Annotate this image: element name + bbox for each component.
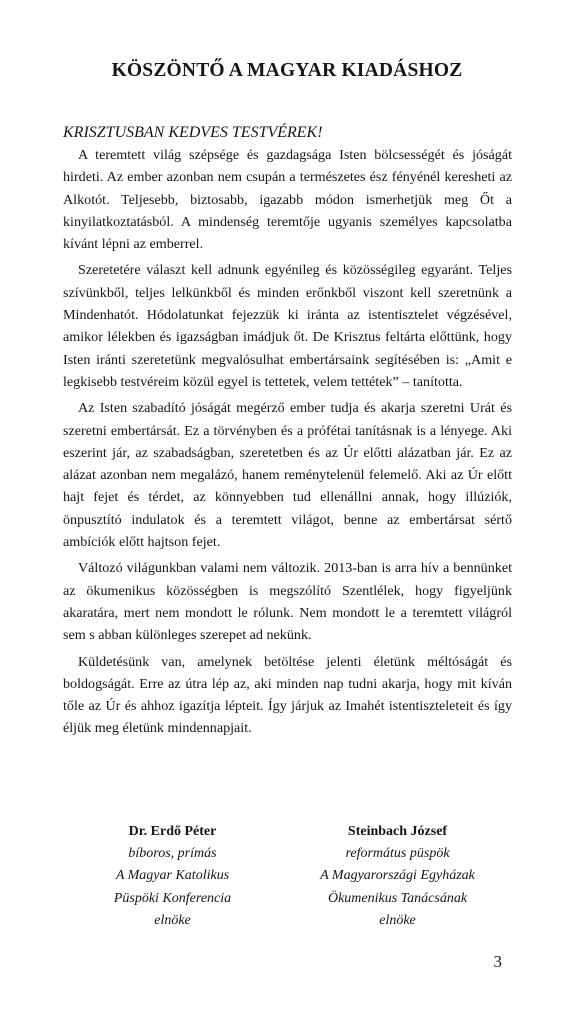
paragraph-3: Az Isten szabadító jóságát megérző ember tudja és akarja szeretni Urát és szeretni embertársát. Ez a törvényben és a prófétai tanításnak is a lényege. Aki eszerint jár, az szabadságban, szeretetben és az Úr előtti alázatban jár. Ez az alázat azonban nem megalázó, hanem reménytelenül felemelő. Aki az Úr előtt hajt fejet és térdet, az könnyebben tud ellenállni annak, hogy illúziók, önpusztító indulatok és a teremtett világot, benne az embertársat sértő ambíciók előtt hajtson fejet. [63, 400, 512, 551]
signature-right [285, 821, 510, 932]
signature-block [60, 821, 510, 932]
signer-organization: Ökumenikus Tanácsának [327, 890, 468, 906]
signer-name: Dr. Erdő Péter [128, 824, 217, 839]
signer-role: elnöke [379, 912, 416, 928]
paragraph-5: Küldetésünk van, amelynek betöltése jelenti életünk méltóságát és boldogságát. Erre az útra lép az, aki minden nap tudni akarja, hogy mit kíván tőle az Úr és ahhoz igazítja lépteit. Így járjuk az Imahét istentiszteleteit és így éljük meg életünk mindennapjait. [63, 653, 512, 737]
page-number: 3 [493, 952, 502, 971]
page-title: KÖSZÖNTŐ A MAGYAR KIADÁSHOZ [111, 60, 463, 81]
signature-left [60, 821, 285, 932]
paragraph-1: A teremtett világ szépsége és gazdagsága Isten bölcsességét és jóságát hirdeti. Az ember azonban nem csupán a természetes ész fényénél keresheti az Alkotót. Teljesebb, biztosabb, igazabb módon ismerhetjük meg Őt a kinyilatkoztatásból. A mindenség teremtője ugyanis személyes kapcsolatba kívánt lépni az emberrel. [63, 147, 512, 253]
signer-organization: Püspöki Konferencia [113, 890, 232, 906]
signer-title: bíboros, prímás [128, 846, 217, 862]
paragraph-2: Szeretetére választ kell adnunk egyénileg és közösségileg egyaránt. Teljes szívünkből, teljes lelkünkből és minden erőnkből viszont kell szeretnünk a Mindenhatót. Hódolatunkat fejezzük ki iránta az istentisztelet végzésével, amikor lélekben és igazságban imádjuk őt. De Krisztus feltárta előttünk, hogy Isten iránti szeretetünk megvalósulhat embertársaink segítésében is: „Amit e legkisebb testvéreim közül egyel is tettetek, velem tettétek” – tanította. [63, 262, 512, 390]
signer-organization: A Magyar Katolikus [115, 868, 230, 884]
signer-title: református püspök [345, 846, 450, 862]
signer-organization: A Magyarországi Egyházak [320, 868, 475, 884]
paragraph-4: Változó világunkban valami nem változik. 2013-ban is arra hív a bennünket az ökumenikus közösségben is megszólító Szentlélek, hogy figyeljünk akaratára, mert nem mondott le rólunk. Nem mondott le a teremtett világról sem s abban különleges szerepet ad nekünk. [63, 560, 512, 644]
salutation: KRISZTUSBAN KEDVES TESTVÉREK! [63, 124, 323, 141]
signer-role: elnöke [154, 912, 191, 928]
signer-name: Steinbach József [347, 824, 448, 839]
body-text [63, 121, 512, 740]
